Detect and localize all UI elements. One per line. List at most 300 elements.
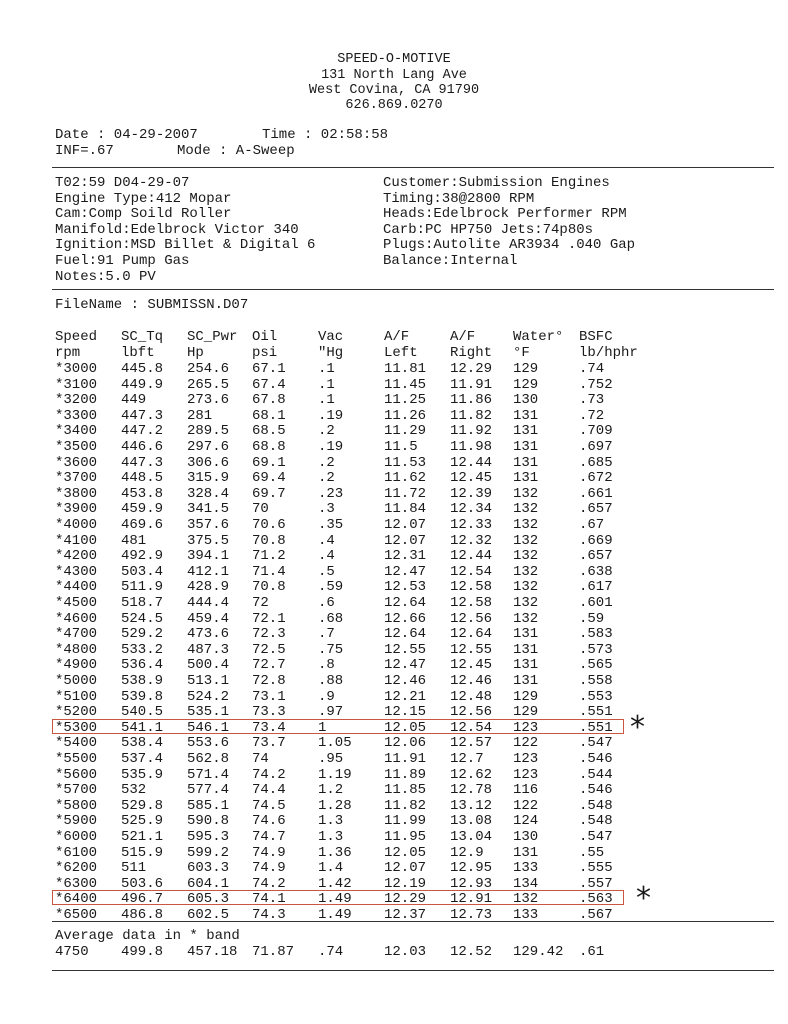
table-cell: 12.29	[450, 361, 493, 377]
table-cell: 11.25	[384, 392, 427, 409]
table-cell: 1.05	[318, 735, 352, 752]
table-cell: 532	[121, 782, 147, 799]
table-cell: 12.56	[450, 704, 493, 721]
table-cell: 449	[121, 392, 147, 409]
table-cell: 123	[513, 751, 539, 767]
table-cell: .601	[579, 595, 613, 611]
table-row	[0, 455, 788, 471]
table-cell: *4600	[55, 610, 98, 627]
table-cell: *5700	[55, 782, 98, 799]
table-cell: *3200	[55, 392, 98, 409]
table-cell: 533.2	[121, 641, 164, 658]
table-cell: 68.8	[252, 439, 286, 455]
table-cell: 73.7	[252, 735, 286, 752]
table-cell: 131	[513, 407, 539, 424]
column-unit: Left	[384, 345, 418, 361]
divider	[52, 167, 774, 168]
table-cell: 605.3	[187, 891, 230, 908]
table-cell: 131	[513, 454, 539, 471]
table-cell: .547	[579, 735, 613, 752]
table-cell: *3800	[55, 485, 98, 502]
column-header: A/F	[384, 329, 410, 345]
table-cell: 577.4	[187, 782, 230, 799]
table-cell: 571.4	[187, 766, 230, 783]
table-cell: 525.9	[121, 813, 164, 830]
table-cell: 12.73	[450, 907, 493, 923]
table-cell: 67.8	[252, 392, 286, 409]
table-cell: *5000	[55, 673, 98, 689]
table-row	[0, 533, 788, 549]
table-cell: 487.3	[187, 641, 230, 658]
table-cell: .697	[579, 439, 613, 455]
table-cell: 12.29	[384, 891, 427, 908]
table-cell: *4000	[55, 517, 98, 533]
table-cell: 486.8	[121, 907, 164, 923]
table-cell: .3	[318, 501, 335, 518]
table-cell: 496.7	[121, 891, 164, 908]
table-cell: 132	[513, 532, 539, 549]
table-cell: .95	[318, 751, 344, 767]
table-cell: 1.3	[318, 829, 344, 845]
table-row	[0, 408, 788, 424]
table-cell: 132	[513, 595, 539, 611]
table-cell: 306.6	[187, 454, 230, 471]
run-time: Time : 02:58:58	[262, 127, 389, 143]
table-cell: .4	[318, 548, 335, 565]
table-cell: 315.9	[187, 470, 230, 487]
table-cell: .669	[579, 532, 613, 549]
table-cell: *4100	[55, 532, 98, 549]
engine-spec-line: Plugs:Autolite AR3934 .040 Gap	[383, 237, 636, 254]
table-cell: 265.5	[187, 376, 230, 393]
table-cell: 68.5	[252, 423, 286, 440]
table-cell: .551	[579, 719, 613, 736]
table-cell: 11.45	[384, 376, 427, 393]
table-cell: 13.08	[450, 813, 493, 830]
table-cell: .97	[318, 704, 344, 721]
table-cell: *6000	[55, 829, 98, 845]
table-cell: 70.6	[252, 517, 286, 533]
table-cell: 74.3	[252, 907, 286, 923]
table-cell: 538.9	[121, 673, 164, 689]
table-cell: 590.8	[187, 813, 230, 830]
table-cell: 131	[513, 657, 539, 674]
table-cell: 1.42	[318, 875, 352, 892]
table-cell: 12.05	[384, 719, 427, 736]
table-cell: 536.4	[121, 657, 164, 674]
table-cell: .88	[318, 673, 344, 689]
table-cell: 412.1	[187, 563, 230, 580]
table-cell: 11.5	[384, 439, 418, 455]
table-cell: *6400	[55, 891, 98, 908]
table-cell: *4800	[55, 641, 98, 658]
table-cell: 273.6	[187, 392, 230, 409]
engine-spec-line: Ignition:MSD Billet & Digital 6	[55, 237, 316, 254]
table-row	[0, 689, 788, 705]
table-row	[0, 704, 788, 720]
table-row	[0, 798, 788, 814]
table-cell: 12.37	[384, 907, 427, 923]
table-cell: 12.78	[450, 782, 493, 799]
table-cell: 12.44	[450, 454, 493, 471]
table-cell: 553.6	[187, 735, 230, 752]
table-cell: .74	[579, 361, 605, 377]
table-cell: 72.5	[252, 641, 286, 658]
table-cell: .4	[318, 532, 335, 549]
table-cell: 394.1	[187, 548, 230, 565]
table-row	[0, 579, 788, 595]
table-cell: 72	[252, 595, 269, 611]
table-cell: 129	[513, 376, 539, 393]
table-cell: 13.12	[450, 797, 493, 814]
table-cell: .544	[579, 766, 613, 783]
table-cell: 524.5	[121, 610, 164, 627]
table-cell: *5800	[55, 797, 98, 814]
table-cell: 281	[187, 407, 213, 424]
column-header: Oil	[252, 329, 278, 345]
average-cell: 12.03	[384, 944, 427, 960]
table-cell: .67	[579, 517, 605, 533]
table-cell: 297.6	[187, 439, 230, 455]
table-cell: .548	[579, 813, 613, 830]
table-cell: 12.9	[450, 844, 484, 861]
table-cell: 1.19	[318, 766, 352, 783]
annotation-star: *	[630, 709, 645, 745]
table-cell: .563	[579, 891, 613, 908]
table-cell: *3300	[55, 407, 98, 424]
table-cell: 511	[121, 860, 147, 877]
table-cell: *4200	[55, 548, 98, 565]
table-cell: 74.2	[252, 875, 286, 892]
table-row	[0, 517, 788, 533]
table-row	[0, 735, 788, 751]
table-cell: 603.3	[187, 860, 230, 877]
table-cell: 11.98	[450, 439, 493, 455]
table-cell: 602.5	[187, 907, 230, 923]
table-cell: 1.2	[318, 782, 344, 799]
table-cell: 11.82	[450, 407, 493, 424]
column-unit: °F	[513, 345, 530, 361]
average-cell: .61	[579, 944, 605, 960]
table-cell: *6200	[55, 860, 98, 877]
table-cell: *3000	[55, 361, 98, 377]
table-cell: 1.4	[318, 860, 344, 877]
table-cell: .75	[318, 641, 344, 658]
table-cell: 131	[513, 844, 539, 861]
table-cell: 599.2	[187, 844, 230, 861]
average-cell: .74	[318, 944, 344, 960]
engine-spec-line: Carb:PC HP750 Jets:74p80s	[383, 221, 594, 238]
table-cell: .546	[579, 782, 613, 799]
table-cell: .685	[579, 454, 613, 471]
table-cell: 129	[513, 704, 539, 721]
inf-value: INF=.67	[55, 143, 114, 159]
table-row	[0, 548, 788, 564]
table-cell: 129	[513, 361, 539, 377]
table-cell: *3100	[55, 376, 98, 393]
engine-spec-line: Fuel:91 Pump Gas	[55, 253, 190, 269]
table-cell: 447.3	[121, 407, 164, 424]
table-cell: 11.91	[450, 376, 493, 393]
table-cell: 12.93	[450, 875, 493, 892]
table-cell: 12.07	[384, 860, 427, 877]
table-cell: 473.6	[187, 626, 230, 643]
table-cell: 123	[513, 766, 539, 783]
table-cell: 328.4	[187, 485, 230, 502]
table-cell: .6	[318, 595, 335, 611]
table-cell: 459.9	[121, 501, 164, 518]
table-cell: *5500	[55, 751, 98, 767]
table-cell: 12.21	[384, 688, 427, 705]
table-cell: .7	[318, 626, 335, 643]
table-cell: 12.53	[384, 579, 427, 596]
table-cell: 12.64	[384, 595, 427, 611]
engine-spec-line: Balance:Internal	[383, 253, 518, 269]
average-cell: 499.8	[121, 944, 164, 960]
table-cell: 124	[513, 813, 539, 830]
table-cell: .617	[579, 579, 613, 596]
table-row	[0, 860, 788, 876]
table-cell: 546.1	[187, 719, 230, 736]
table-cell: .2	[318, 423, 335, 440]
engine-spec-line: Notes:5.0 PV	[55, 268, 156, 285]
table-cell: 444.4	[187, 595, 230, 611]
table-cell: .553	[579, 688, 613, 705]
column-header: SC_Tq	[121, 329, 164, 345]
table-cell: .73	[579, 392, 605, 409]
table-cell: *4300	[55, 563, 98, 580]
table-cell: 67.1	[252, 361, 286, 377]
table-row	[0, 657, 788, 673]
table-cell: 428.9	[187, 579, 230, 596]
table-cell: 74	[252, 751, 269, 767]
table-cell: *5400	[55, 735, 98, 752]
table-cell: .2	[318, 454, 335, 471]
table-cell: 12.58	[450, 579, 493, 596]
table-cell: 130	[513, 392, 539, 409]
average-cell: 4750	[55, 944, 89, 960]
table-cell: 11.92	[450, 423, 493, 440]
table-cell: 132	[513, 891, 539, 908]
table-cell: 459.4	[187, 610, 230, 627]
engine-spec-line: Cam:Comp Soild Roller	[55, 206, 232, 223]
average-cell: 12.52	[450, 944, 493, 960]
table-cell: *6500	[55, 907, 98, 923]
column-unit: Hp	[187, 345, 204, 361]
table-cell: 11.99	[384, 813, 427, 830]
table-cell: .59	[579, 610, 605, 627]
table-cell: 529.8	[121, 797, 164, 814]
table-cell: 12.45	[450, 657, 493, 674]
table-cell: 511.9	[121, 579, 164, 596]
table-cell: 12.56	[450, 610, 493, 627]
table-cell: 123	[513, 719, 539, 736]
table-cell: 12.31	[384, 548, 427, 565]
table-cell: .555	[579, 860, 613, 877]
table-cell: .8	[318, 657, 335, 674]
table-cell: 513.1	[187, 673, 230, 689]
table-cell: *3700	[55, 470, 98, 487]
table-cell: 537.4	[121, 751, 164, 767]
table-cell: 12.62	[450, 766, 493, 783]
table-row	[0, 377, 788, 393]
table-cell: 341.5	[187, 501, 230, 518]
table-cell: *5200	[55, 704, 98, 721]
table-cell: 12.57	[450, 735, 493, 752]
table-cell: .23	[318, 485, 344, 502]
table-cell: 1.3	[318, 813, 344, 830]
table-row	[0, 423, 788, 439]
table-cell: 74.9	[252, 860, 286, 877]
table-cell: 122	[513, 797, 539, 814]
table-cell: 529.2	[121, 626, 164, 643]
table-cell: *5600	[55, 766, 98, 783]
table-cell: 12.95	[450, 860, 493, 877]
engine-spec-line: Timing:38@2800 RPM	[383, 190, 535, 207]
table-cell: 73.3	[252, 704, 286, 721]
engine-spec-line: T02:59 D04-29-07	[55, 175, 190, 191]
table-cell: 469.6	[121, 517, 164, 533]
table-cell: 1.49	[318, 907, 352, 923]
table-cell: 70.8	[252, 579, 286, 596]
table-cell: 11.29	[384, 423, 427, 440]
table-cell: 74.1	[252, 891, 286, 908]
table-cell: 518.7	[121, 595, 164, 611]
table-cell: 12.7	[450, 751, 484, 767]
table-row	[0, 829, 788, 845]
table-cell: 68.1	[252, 407, 286, 424]
table-cell: 1.49	[318, 891, 352, 908]
table-cell: .72	[579, 407, 605, 424]
table-cell: 72.8	[252, 673, 286, 689]
table-cell: 131	[513, 439, 539, 455]
table-cell: .672	[579, 470, 613, 487]
table-cell: 447.2	[121, 423, 164, 440]
table-cell: 13.04	[450, 829, 493, 845]
column-unit: "Hg	[318, 345, 344, 361]
table-cell: .551	[579, 704, 613, 721]
column-unit: psi	[252, 345, 278, 361]
table-cell: 448.5	[121, 470, 164, 487]
table-cell: 74.9	[252, 844, 286, 861]
table-cell: 131	[513, 470, 539, 487]
table-cell: 12.07	[384, 517, 427, 533]
table-cell: *5900	[55, 813, 98, 830]
table-cell: 131	[513, 641, 539, 658]
table-cell: 74.5	[252, 797, 286, 814]
table-row	[0, 439, 788, 455]
average-cell: 129.42	[513, 944, 564, 960]
table-cell: 122	[513, 735, 539, 752]
table-cell: 12.48	[450, 688, 493, 705]
table-cell: .573	[579, 641, 613, 658]
table-cell: .583	[579, 626, 613, 643]
table-cell: 12.91	[450, 891, 493, 908]
table-cell: 503.6	[121, 875, 164, 892]
column-unit: Right	[450, 345, 493, 361]
table-cell: 1.28	[318, 797, 352, 814]
table-cell: *3500	[55, 439, 98, 455]
table-cell: 447.3	[121, 454, 164, 471]
engine-spec-line: Customer:Submission Engines	[383, 175, 610, 191]
table-cell: .2	[318, 470, 335, 487]
table-cell: 1	[318, 719, 327, 736]
table-cell: 133	[513, 907, 539, 923]
table-cell: 12.47	[384, 657, 427, 674]
table-cell: 11.82	[384, 797, 427, 814]
table-cell: 254.6	[187, 361, 230, 377]
table-cell: 74.6	[252, 813, 286, 830]
table-cell: 12.34	[450, 501, 493, 518]
table-row	[0, 470, 788, 486]
table-row	[0, 626, 788, 642]
table-cell: 540.5	[121, 704, 164, 721]
table-cell: 132	[513, 563, 539, 580]
table-cell: .68	[318, 610, 344, 627]
table-cell: 12.15	[384, 704, 427, 721]
company-street: 131 North Lang Ave	[321, 68, 467, 83]
company-name: SPEED-O-MOTIVE	[337, 52, 451, 67]
table-cell: 70	[252, 501, 269, 518]
table-row	[0, 673, 788, 689]
table-cell: 116	[513, 782, 539, 799]
table-cell: *4500	[55, 595, 98, 611]
table-cell: *3600	[55, 454, 98, 471]
table-cell: 11.86	[450, 392, 493, 409]
table-row	[0, 767, 788, 783]
table-cell: 67.4	[252, 376, 286, 393]
file-name: FileName : SUBMISSN.D07	[55, 297, 249, 313]
table-cell: 132	[513, 501, 539, 518]
table-cell: 12.33	[450, 517, 493, 533]
table-cell: 11.95	[384, 829, 427, 845]
table-cell: 132	[513, 610, 539, 627]
table-cell: 503.4	[121, 563, 164, 580]
table-cell: .657	[579, 548, 613, 565]
column-header: Speed	[55, 329, 98, 345]
column-header: Water°	[513, 329, 564, 345]
average-cell: 71.87	[252, 944, 295, 960]
table-cell: 132	[513, 548, 539, 565]
annotation-star: *	[636, 881, 651, 917]
table-cell: 445.8	[121, 361, 164, 377]
table-cell: 12.46	[450, 673, 493, 689]
table-cell: 12.47	[384, 563, 427, 580]
divider	[52, 921, 774, 922]
table-cell: *6300	[55, 875, 98, 892]
table-cell: 1.36	[318, 844, 352, 861]
table-row	[0, 564, 788, 580]
table-cell: .752	[579, 376, 613, 393]
table-row	[0, 501, 788, 517]
table-cell: .557	[579, 875, 613, 892]
table-cell: 11.72	[384, 485, 427, 502]
table-cell: 71.4	[252, 563, 286, 580]
table-cell: 130	[513, 829, 539, 845]
table-cell: .546	[579, 751, 613, 767]
table-cell: 524.2	[187, 688, 230, 705]
company-phone: 626.869.0270	[345, 98, 443, 113]
engine-spec-line: Heads:Edelbrock Performer RPM	[383, 206, 627, 223]
table-cell: 12.06	[384, 735, 427, 752]
table-row	[0, 595, 788, 611]
table-cell: .59	[318, 579, 344, 596]
table-cell: 500.4	[187, 657, 230, 674]
divider	[52, 289, 774, 290]
table-cell: 562.8	[187, 751, 230, 767]
table-row	[0, 876, 788, 892]
highlight-box	[52, 890, 624, 908]
